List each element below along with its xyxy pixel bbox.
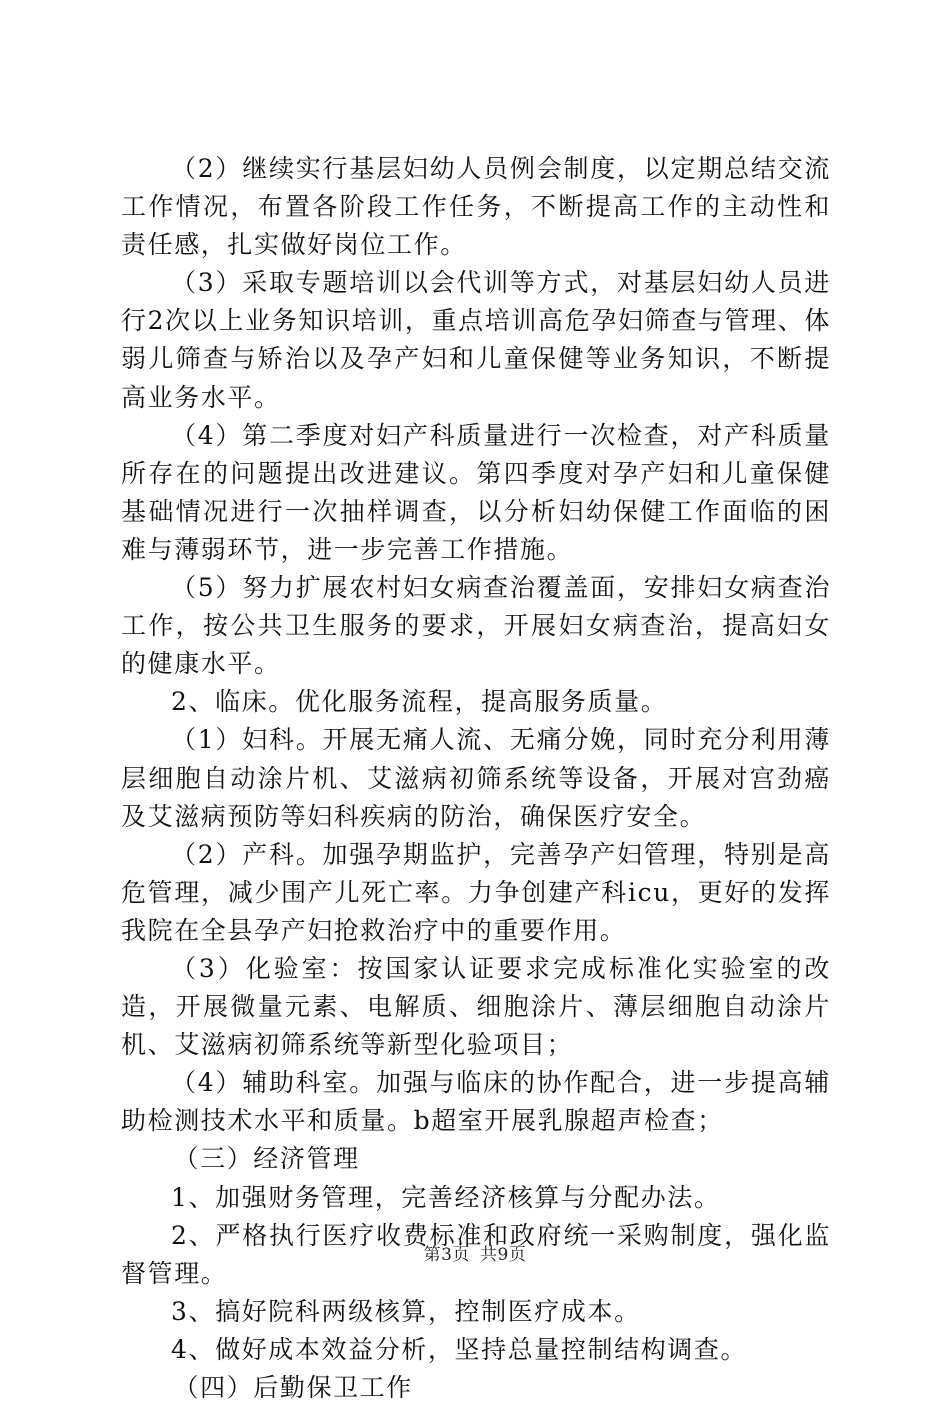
paragraph-gynecology: （1）妇科。开展无痛人流、无痛分娩，同时充分利用薄层细胞自动涂片机、艾滋病初筛系统等设备，开展对宫劲癌及艾滋病预防等妇科疾病的防治，确保医疗安全。 <box>121 725 831 831</box>
heading-logistics-security: （四）后勤保卫工作 <box>173 1373 413 1402</box>
list-item-1: 1、加强财务管理，完善经济核算与分配办法。 <box>171 1182 721 1212</box>
list-item-4: 4、做好成本效益分析，坚持总量控制结构调查。 <box>171 1334 748 1364</box>
paragraph-auxiliary: （4）辅助科室。加强与临床的协作配合，进一步提高辅助检测技术水平和质量。b超室开展乳腺超声检查； <box>121 1068 831 1136</box>
page-total: 共9页 <box>480 1245 527 1265</box>
paragraph-obstetrics: （2）产科。加强孕期监护，完善孕产妇管理，特别是高危管理，减少围产儿死亡率。力争创建产科icu，更好的发挥我院在全县孕产妇抢救治疗中的重要作用。 <box>121 839 831 945</box>
paragraph-3: （3）采取专题培训以会代训等方式，对基层妇幼人员进行2次以上业务知识培训，重点培训高危孕妇筛查与管理、体弱儿筛查与矫治以及孕产妇和儿童保健等业务知识，不断提高业务水平。 <box>121 268 831 412</box>
page-number: 第3页 <box>423 1245 470 1265</box>
paragraph-laboratory: （3）化验室：按国家认证要求完成标准化实验室的改造，开展微量元素、电解质、细胞涂片、薄层细胞自动涂片机、艾滋病初筛系统等新型化验项目； <box>121 953 831 1060</box>
heading-economic-management: （三）经济管理 <box>173 1144 360 1174</box>
section-clinical: 2、临床。优化服务流程，提高服务质量。 <box>171 687 668 717</box>
paragraph-2: （2）继续实行基层妇幼人员例会制度，以定期总结交流工作情况，布置各阶段工作任务，不断提高工作的主动性和责任感，扎实做好岗位工作。 <box>121 154 831 260</box>
document-body <box>121 150 831 1407</box>
paragraph-5: （5）努力扩展农村妇女病查治覆盖面，安排妇女病查治工作，按公共卫生服务的要求，开展妇女病查治，提高妇女的健康水平。 <box>121 573 831 679</box>
paragraph-4: （4）第二季度对妇产科质量进行一次检查，对产科质量所存在的问题提出改进建议。第四季度对孕产妇和儿童保健基础情况进行一次抽样调查，以分析妇幼保健工作面临的困难与薄弱环节，进一步完善工作措施。 <box>121 420 831 564</box>
list-item-2: 2、严格执行医疗收费标准和政府统一采购制度，强化监督管理。 <box>121 1220 831 1288</box>
page-footer <box>0 1240 950 1265</box>
list-item-3: 3、搞好院科两级核算，控制医疗成本。 <box>171 1296 641 1326</box>
